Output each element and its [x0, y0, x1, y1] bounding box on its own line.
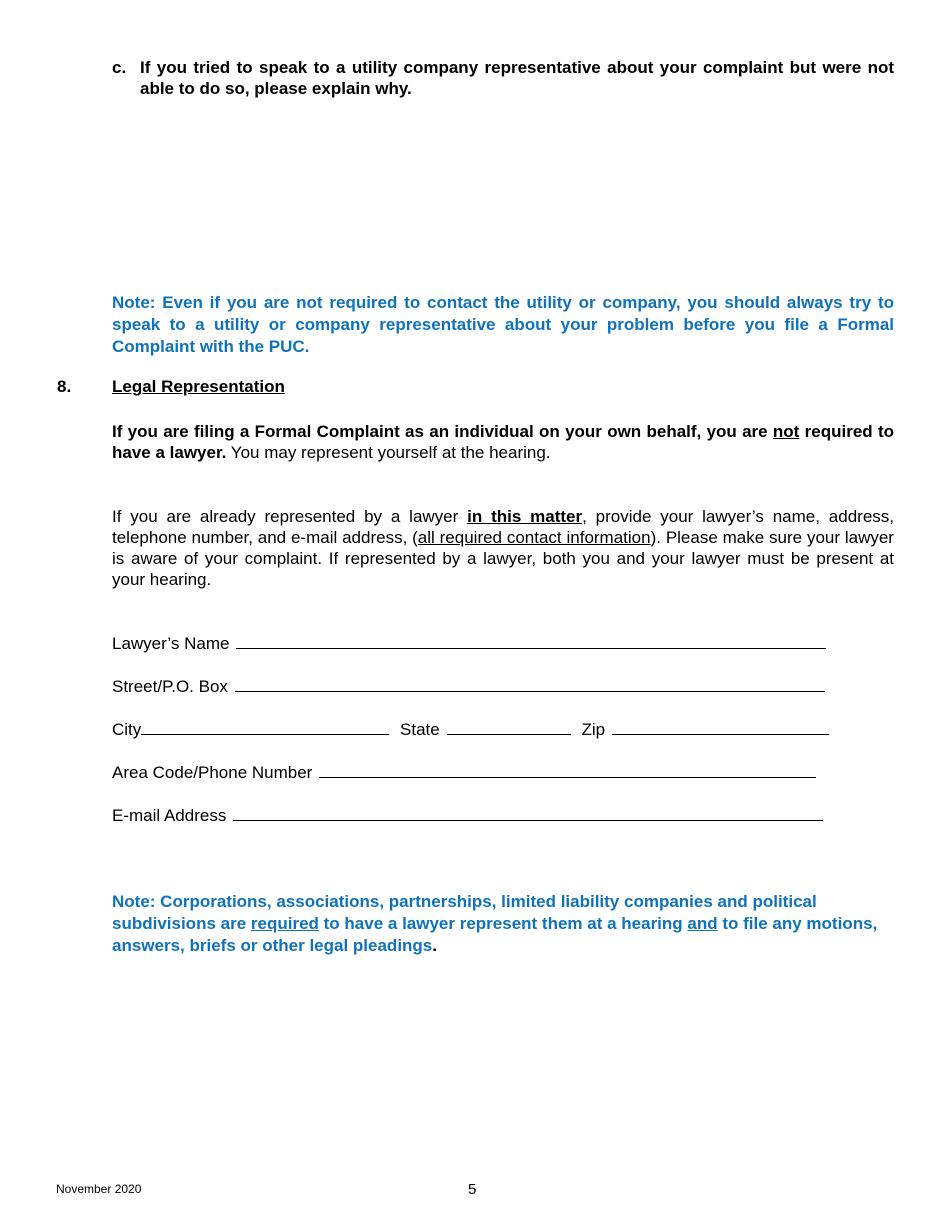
para2-in-this-matter: in this matter: [467, 507, 583, 526]
note2-a: Note: Corporations, associations, partnerships, limited liability companies and political subdivisions are: [112, 892, 817, 933]
section-title: Legal Representation: [112, 377, 285, 396]
input-city[interactable]: [141, 719, 389, 735]
input-email[interactable]: [233, 805, 823, 821]
input-phone[interactable]: [319, 762, 816, 778]
para1-normal: You may represent yourself at the hearing.: [226, 443, 551, 462]
label-lawyer-name: Lawyer’s Name: [112, 634, 230, 653]
label-street: Street/P.O. Box: [112, 677, 228, 696]
question-letter: c.: [112, 58, 127, 77]
note2-and: and: [687, 914, 718, 933]
question-c: [112, 57, 894, 99]
input-street[interactable]: [235, 676, 825, 692]
label-phone: Area Code/Phone Number: [112, 763, 313, 782]
section-number: 8.: [57, 377, 72, 396]
label-email: E-mail Address: [112, 806, 227, 825]
page-number: 5: [468, 1181, 477, 1198]
footer-date: November 2020: [56, 1182, 142, 1196]
field-city-state-zip: [112, 719, 829, 740]
field-email: [112, 805, 823, 826]
input-zip[interactable]: [612, 719, 829, 735]
field-lawyer-name: [112, 633, 826, 654]
label-state: State: [400, 720, 440, 739]
input-lawyer-name[interactable]: [236, 633, 826, 649]
label-city: City: [112, 720, 142, 739]
para1-bold-a: If you are filing a Formal Complaint as an individual on your own behalf, you are: [112, 422, 773, 441]
para1-not: not: [772, 422, 800, 441]
note-contact-utility: Note: Even if you are not required to contact the utility or company, you should always try to speak to a utility or company representative about your problem before you file a Formal Complaint with the PUC.: [112, 293, 894, 356]
note-corporations: [112, 891, 894, 957]
para1-bold-b: required to have a lawyer.: [112, 422, 894, 462]
field-phone: [112, 762, 816, 783]
para2-a: If you are already represented by a lawyer: [112, 507, 468, 526]
note2-b: to have a lawyer represent them at a hearing: [318, 914, 688, 933]
field-street: [112, 676, 825, 697]
para2-contact-info: all required contact information: [417, 528, 651, 547]
note2-c: to file any motions, answers, briefs or other legal pleadings: [112, 914, 878, 955]
paragraph-lawyer-not-required: [112, 421, 894, 463]
para2-c: ). Please make sure your lawyer is aware of your complaint. If represented by a lawyer, both you and your lawyer must be present at your hearing.: [112, 528, 894, 589]
note2-period: .: [432, 936, 437, 955]
label-zip: Zip: [581, 720, 606, 739]
paragraph-existing-lawyer: [112, 506, 894, 590]
para2-b: , provide your lawyer’s name, address, telephone number, and e-mail address, (: [112, 507, 894, 547]
input-state[interactable]: [447, 719, 571, 735]
note2-required: required: [250, 914, 319, 933]
question-text: If you tried to speak to a utility company representative about your complaint but were not able to do so, please explain why.: [140, 58, 894, 98]
